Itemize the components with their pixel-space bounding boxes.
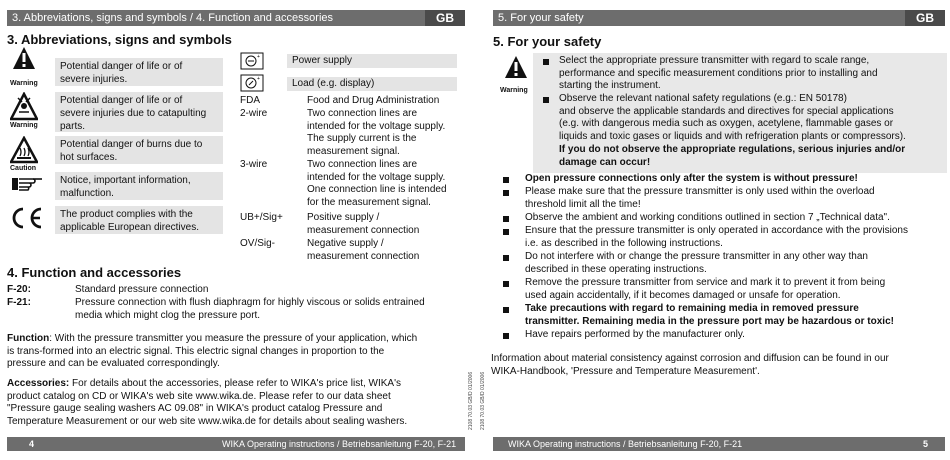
text-line: Positive supply / [307,212,380,223]
left-header-text: 3. Abbreviations, signs and symbols / 4. Function and accessories [12,12,334,24]
text-line: Potential danger of burns due to [60,139,203,150]
bullet-icon [503,177,509,183]
text-span: For details about the accessories, please refer to WIKA's price list, WIKA's [69,378,401,389]
text-line: used again accidentally, if it becomes damaged or unsafe for operation. [525,289,841,301]
safety-item [525,225,908,250]
safety-item [525,303,894,328]
symbol-description [55,92,223,132]
text-line: One connection line is intended [307,184,447,196]
text-line: Select the appropriate pressure transmitter with regard to scale range, [559,55,870,66]
abbrev-key: 3-wire [240,159,268,170]
text-line: and observe the applicable standards and directives for special applications [559,105,894,117]
warning-triangle-icon [12,46,36,78]
text-line: Take precautions with regard to remaining media in removed pressure [525,303,859,314]
left-page [0,0,470,460]
text-line: media which might clog the pressure port. [75,309,261,321]
text-line: Ensure that the pressure transmitter is only operated in accordance with the provisions [525,225,908,236]
right-page [468,0,950,460]
language-badge: GB [425,10,465,26]
abbrev-value [307,159,447,210]
f21-key-text: F-21 [7,297,28,308]
text-line: Remove the pressure transmitter from service and mark it to prevent it from being [525,277,886,288]
page-number: 4 [29,439,35,449]
text-line: i.e. as described in the following instructions. [525,237,723,249]
bullet-icon [503,190,509,196]
text-line: pressure and can be evaluated correspondingly. [7,358,220,370]
text-line: parts. [60,121,86,132]
text-line: Notice, important information, [60,175,191,186]
text-line: product catalog on CD or WIKA's web site www.wika.de. Please refer to our data sheet [7,390,391,402]
text-line: (e.g. with dangerous media such as oxygen, acetylene, flammable gases or [559,118,894,130]
text-line: measurement connection [307,224,420,236]
text-line: measurement connection [307,250,420,262]
right-footer-bar [493,437,945,451]
text-line: damage can occur! [559,156,651,168]
f21-key: F-21: [7,297,31,308]
safety-item [525,277,885,302]
text-line: Do not interfere with or change the pressure transmitter in any other way than [525,251,868,262]
bullet-icon [503,255,509,261]
text-line: "Pressure gauge sealing washers AC 09.08" in WIKA's product catalog Pressure and [7,403,383,415]
load-label: Load (e.g. display) [287,77,457,91]
power-supply-icon [240,52,264,70]
catapulting-parts-warning-icon [10,92,38,122]
text-line: starting the instrument. [559,80,661,92]
language-badge: GB [905,10,945,26]
left-footer-bar [7,437,465,451]
abbrev-key: OV/Sig- [240,238,276,249]
accessories-label: Accessories: [7,378,70,389]
text-line: performance and specific measurement conditions prior to installing and [559,67,878,79]
f20-key-text: F-20 [7,284,28,295]
bullet-icon [503,281,509,287]
safety-item [525,212,890,225]
f20-text: Standard pressure connection [75,284,209,295]
text-line: is trans-formed into an electric signal. This electric signal changes in proportion to the [7,345,385,357]
symbol-description [55,136,223,164]
safety-item [525,251,868,276]
text-line: Two connection lines are [307,108,418,119]
warning-item [559,55,878,93]
function-paragraph [7,333,467,371]
section-4-title: 4. Function and accessories [7,265,182,280]
text-line: threshold limit all the time! [525,198,641,210]
abbrev-key: UB+/Sig+ [240,212,283,223]
text-line: The product complies with the [60,209,193,220]
safety-item [525,186,875,211]
warning-triangle-icon [503,55,529,87]
text-line: applicable European directives. [60,222,199,233]
pointing-hand-icon [10,172,44,194]
text-line: Information about material consistency against corrosion and diffusion can be found in our [491,353,889,364]
abbrev-value [307,212,419,237]
accessories-paragraph [7,378,467,429]
text-line: severe injuries. [60,74,128,85]
text-line: Please make sure that the pressure transmitter is only used within the overload [525,186,875,197]
power-supply-label: Power supply [287,54,457,68]
warning-item [559,93,906,169]
text-line: measurement signal. [307,146,400,158]
text-line: Open pressure connections only after the system is without pressure! [525,173,858,184]
warning-label: Warning [500,87,528,94]
text-line: Observe the relevant national safety regulations (e.g.: EN 50178) [559,93,847,104]
load-display-icon [240,74,264,92]
safety-item [525,329,745,342]
text-line: intended for the voltage supply. [307,171,446,183]
text-line: hot surfaces. [60,152,118,163]
document-code: 2108 70.03 GB/D 01/2006 [468,371,474,430]
bullet-icon [503,216,509,222]
svg-text:+: + [257,54,260,60]
info-paragraph [491,353,946,378]
text-line: Two connection lines are [307,159,418,170]
symbol-label: Caution [10,165,37,172]
text-line: WIKA-Handbook, 'Pressure and Temperature Measurement'. [491,365,760,377]
text-line: severe injuries due to catapulting [60,108,207,119]
bullet-icon [503,307,509,313]
symbol-label: Warning [10,80,38,87]
text-line: for the measurement signal. [307,197,431,209]
document-code: 2108 70.03 GB/D 01/2006 [480,371,486,430]
text-line [7,378,467,391]
text-line: Have repairs performed by the manufacturer only. [525,329,745,340]
abbrev-value [307,238,419,263]
abbrev-key: FDA [240,95,260,106]
text-line: described in these operating instructions. [525,263,707,275]
bullet-icon [543,97,549,103]
footer-text: WIKA Operating instructions / Betriebsanleitung F-20, F-21 [222,439,457,449]
symbol-label: Warning [10,122,38,129]
text-line: malfunction. [60,188,114,199]
text-line [7,333,467,346]
abbrev-value [307,95,439,108]
svg-text:+: + [257,76,260,82]
text-line: liquids and toxic gases or liquids and with refrigeration plants or compressors). [559,131,906,143]
text-line: The supply current is the [307,133,417,145]
symbol-description [55,58,223,86]
text-line: Potential danger of life or of [60,95,183,106]
abbrev-key: 2-wire [240,108,268,119]
text-line: Potential danger of life or of [60,61,183,72]
f20-key: F-20: [7,284,31,295]
section-5-title: 5. For your safety [493,34,602,49]
f21-text [75,297,425,322]
bullet-icon [503,229,509,235]
text-line: Pressure connection with flush diaphragm for highly viscous or solids entrained [75,297,425,308]
text-line: Negative supply / [307,238,384,249]
footer-text: WIKA Operating instructions / Betriebsanleitung F-20, F-21 [508,439,743,449]
ce-mark-icon [8,206,44,230]
hot-surface-icon [10,136,38,164]
text-line: Observe the ambient and working conditions outlined in section 7 „Technical data". [525,212,890,223]
symbol-description [55,206,223,234]
abbrev-value [307,108,445,159]
text-span: : With the pressure transmitter you measure the pressure of your application, which [49,333,418,344]
safety-item [525,173,858,186]
function-label: Function [7,333,50,344]
text-line: Temperature Measurement or our web site www.wika.de for details about sealing washers. [7,416,408,428]
text-line: Food and Drug Administration [307,95,440,106]
text-line: transmitter. Remaining media in the pressure port may be hazardous or toxic! [525,315,894,327]
right-header-text: 5. For your safety [498,12,584,24]
symbol-description [55,172,223,200]
bullet-icon [503,333,509,339]
text-line: If you do not observe the appropriate regulations, serious injuries and/or [559,143,906,155]
bullet-icon [543,59,549,65]
right-header-bar [493,10,945,26]
section-3-title: 3. Abbreviations, signs and symbols [7,32,232,47]
left-header-bar [7,10,465,26]
page-number: 5 [923,439,929,449]
text-line: intended for the voltage supply. [307,120,446,132]
